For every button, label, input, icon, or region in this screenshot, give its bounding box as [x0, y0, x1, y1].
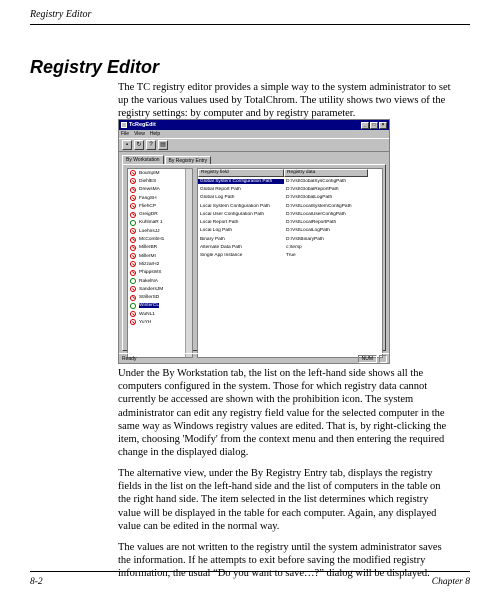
- table-row[interactable]: [198, 252, 382, 260]
- section-title: Registry Editor: [30, 57, 160, 77]
- tab-by-registry-entry[interactable]: By Registry Entry: [165, 156, 212, 164]
- help-icon[interactable]: ?: [146, 140, 156, 150]
- paragraph-saving: The values are not written to the registry until the system administrator saves the information. If he attempts to exit before saving the modified registry information, the usual “Do you want to save…?” dialog will be displayed.: [118, 542, 442, 580]
- computer-list-item[interactable]: [128, 252, 192, 260]
- table-row[interactable]: [198, 235, 382, 243]
- status-text: Ready: [122, 355, 137, 362]
- column-header-data[interactable]: Registry data: [284, 169, 368, 177]
- prohibition-icon: [130, 311, 136, 317]
- toolbar: [119, 138, 389, 152]
- running-header: Registry Editor: [30, 9, 92, 20]
- tab-strip: [119, 155, 389, 164]
- registry-field-cell: Global System Configuration Path: [198, 179, 284, 184]
- table-row[interactable]: [198, 227, 382, 235]
- header-rule: [30, 24, 470, 25]
- registry-field-cell: Local User Configuration Path: [200, 211, 264, 217]
- computer-name: SandersJM: [139, 286, 164, 292]
- registry-field-cell: Alternate Data Path: [200, 245, 242, 251]
- prohibition-icon: [130, 178, 136, 184]
- prohibition-icon: [130, 237, 136, 243]
- prohibition-icon: [130, 295, 136, 301]
- window-title: TcRegEdit: [129, 122, 156, 128]
- table-row[interactable]: [198, 243, 382, 251]
- registry-field-cell: Binary Path: [200, 236, 225, 242]
- computer-name: MillerBR: [139, 245, 158, 251]
- computer-name: DrewsMA: [139, 187, 160, 193]
- status-bar: [119, 353, 389, 363]
- table-row[interactable]: [198, 202, 382, 210]
- registry-data-cell: D:\Vst\LocalLogPath: [286, 228, 330, 234]
- registry-field-cell: Global Report Path: [200, 186, 241, 192]
- computer-name: YuYH: [139, 319, 152, 325]
- app-window-screenshot: [118, 119, 390, 364]
- registry-data-cell: True: [286, 253, 296, 259]
- computer-name: KuhlmaR 1: [139, 220, 163, 226]
- column-header-field[interactable]: Registry field: [198, 169, 284, 177]
- computer-list-item[interactable]: [128, 169, 192, 177]
- computer-name: WinterCL: [139, 303, 159, 309]
- minimize-icon[interactable]: _: [361, 122, 369, 129]
- menu-file[interactable]: File: [121, 131, 130, 137]
- menu-help[interactable]: Help: [149, 131, 161, 137]
- prohibition-icon: [130, 203, 136, 209]
- registry-data-cell: D:\Vst\LocalSystemConfigPath: [286, 203, 352, 209]
- registry-data-cell: c:\temp: [286, 245, 302, 251]
- status-pane-empty: [379, 355, 387, 363]
- connected-icon: [130, 303, 136, 309]
- computer-name: StrillerSD: [139, 295, 160, 301]
- registry-data-cell: D:\Vst\GlobalSysConfigPath: [286, 178, 346, 184]
- computer-list-item[interactable]: [128, 210, 192, 218]
- registry-field-cell: Local Report Path: [200, 220, 239, 226]
- num-lock-indicator: NUM: [358, 355, 377, 363]
- computer-name: FliehCP: [139, 203, 157, 209]
- computer-list-item[interactable]: [128, 219, 192, 227]
- registry-data-cell: D:\Vst\LocalUserConfigPath: [286, 211, 346, 217]
- computer-list-item[interactable]: [128, 186, 192, 194]
- paragraph-intro: The TC registry editor provides a simple way to the system administrator to set up the various values used by TotalChrom. The utility shows two views of the registry settings: by computer and by registry parameter.: [118, 82, 451, 120]
- registry-field-cell: Global Log Path: [200, 195, 235, 201]
- registry-data-cell: D:\Vst\GlobalReportPath: [286, 186, 339, 192]
- registry-data-cell: D:\Vst\LocalReportPath: [286, 220, 337, 226]
- computer-list-item[interactable]: [128, 318, 192, 326]
- computer-list[interactable]: [127, 168, 193, 358]
- computer-name: DiehlES: [139, 178, 157, 184]
- chapter-label: Chapter 8: [431, 577, 470, 587]
- window-titlebar: [119, 120, 389, 130]
- computer-list-item[interactable]: [128, 310, 192, 318]
- table-row[interactable]: [198, 218, 382, 226]
- registry-field-cell: Single App Instance: [200, 253, 243, 259]
- computer-name: GreigDR: [139, 212, 158, 218]
- registry-field-cell: Local System Configuration Path: [200, 203, 270, 209]
- maximize-icon[interactable]: □: [370, 122, 378, 129]
- app-icon: [121, 122, 127, 128]
- computer-name: FangSH: [139, 195, 157, 201]
- prohibition-icon: [130, 228, 136, 234]
- close-icon[interactable]: ×: [379, 122, 387, 129]
- computer-list-item[interactable]: [128, 194, 192, 202]
- connected-icon: [130, 278, 136, 284]
- computer-name: McCombH1: [139, 237, 165, 243]
- computer-name: LoehnsJJ: [139, 228, 160, 234]
- prohibition-icon: [130, 253, 136, 259]
- tab-by-workstation[interactable]: By Workstation: [122, 155, 164, 164]
- computer-list-item[interactable]: [128, 277, 192, 285]
- refresh-icon[interactable]: ↻: [134, 140, 144, 150]
- prohibition-icon: [130, 170, 136, 176]
- computer-name: RakelNA: [139, 278, 158, 284]
- computer-list-scrollbar[interactable]: [185, 169, 192, 357]
- connected-icon: [130, 220, 136, 226]
- prohibition-icon: [130, 286, 136, 292]
- computer-list-item[interactable]: [128, 269, 192, 277]
- computer-list-item[interactable]: [128, 285, 192, 293]
- table-row[interactable]: [198, 177, 382, 185]
- computer-name: PhippsWS: [139, 270, 162, 276]
- computer-list-item[interactable]: [128, 260, 192, 268]
- table-row[interactable]: [198, 210, 382, 218]
- registry-data-cell: D:\Vst\BinaryPath: [286, 236, 324, 242]
- tab-pane: [122, 164, 386, 351]
- prohibition-icon: [130, 245, 136, 251]
- table-row[interactable]: [198, 185, 382, 193]
- computer-list-item[interactable]: [128, 302, 192, 310]
- save-icon[interactable]: ▪: [122, 140, 132, 150]
- paragraph-by-registry-entry: The alternative view, under the By Registry Entry tab, displays the registry fields in the list on the left-hand side and the list of computers in the table on the right hand side. The item selected in the list determines which registry value will be displayed in the table for each computer. Again, any displayed value can be edited in the normal way.: [118, 468, 441, 532]
- page-number: 8-2: [30, 577, 43, 587]
- about-icon[interactable]: ▤: [158, 140, 168, 150]
- prohibition-icon: [130, 187, 136, 193]
- paragraph-by-workstation: Under the By Workstation tab, the list on the left-hand side shows all the computers configured in the system. Those for which registry data cannot currently be accessed are shown with the prohibition icon. The system administrator can edit any registry field value for the selected computer in the same way as Windows registry values are edited. That is, by right-clicking the item, choosing 'Modify' from the context menu and then entering the required change in the displayed dialog.: [118, 368, 447, 459]
- table-row[interactable]: [198, 194, 382, 202]
- prohibition-icon: [130, 261, 136, 267]
- computer-list-item[interactable]: [128, 202, 192, 210]
- computer-list-item[interactable]: [128, 177, 192, 185]
- registry-data-cell: D:\Vst\GlobalLogPath: [286, 195, 333, 201]
- computer-name: MizzarH2: [139, 261, 160, 267]
- prohibition-icon: [130, 270, 136, 276]
- prohibition-icon: [130, 212, 136, 218]
- computer-list-item[interactable]: [128, 244, 192, 252]
- computer-list-item[interactable]: [128, 235, 192, 243]
- prohibition-icon: [130, 319, 136, 325]
- menubar: [119, 130, 389, 138]
- registry-table: [197, 168, 383, 358]
- prohibition-icon: [130, 195, 136, 201]
- registry-field-cell: Local Log Path: [200, 228, 233, 234]
- computer-name: MillerMI: [139, 253, 156, 259]
- computer-name: BoumpIM: [139, 170, 160, 176]
- computer-list-item[interactable]: [128, 227, 192, 235]
- footer-rule: [30, 571, 470, 572]
- computer-name: WuNL1: [139, 311, 155, 317]
- menu-view[interactable]: View: [134, 131, 145, 137]
- computer-list-item[interactable]: [128, 293, 192, 301]
- table-header: [198, 169, 382, 177]
